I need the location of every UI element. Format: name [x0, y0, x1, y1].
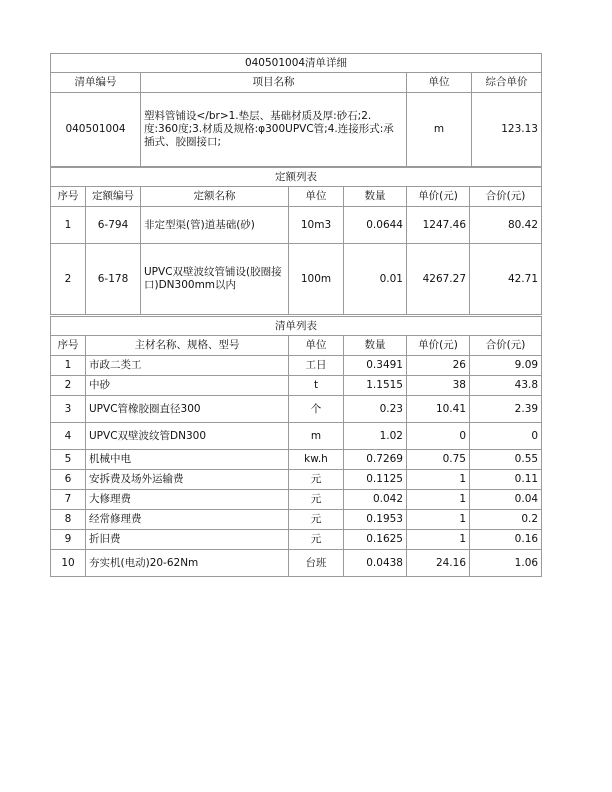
material-no: 1 — [51, 356, 86, 376]
material-name: UPVC双壁波纹管DN300 — [86, 423, 289, 450]
material-no: 10 — [51, 550, 86, 577]
material-total: 0.11 — [470, 470, 542, 490]
material-qty: 0.1953 — [344, 510, 407, 530]
material-price: 26 — [407, 356, 470, 376]
material-qty: 0.7269 — [344, 450, 407, 470]
bill-name: 塑料管铺设</br>1.垫层、基础材质及厚:砂石;2.度:360度;3.材质及规格:φ300UPVC管;4.连接形式:承插式、胶圈接口; — [141, 93, 407, 167]
material-price: 1 — [407, 530, 470, 550]
material-qty: 0.1625 — [344, 530, 407, 550]
quota-total: 80.42 — [470, 207, 542, 244]
materials-header-no: 序号 — [51, 336, 86, 356]
materials-header-unit: 单位 — [289, 336, 344, 356]
material-no: 6 — [51, 470, 86, 490]
bill-price: 123.13 — [472, 93, 542, 167]
material-total: 0.2 — [470, 510, 542, 530]
quota-total: 42.71 — [470, 244, 542, 315]
quota-qty: 0.01 — [344, 244, 407, 315]
material-unit: m — [289, 423, 344, 450]
quota-code: 6-794 — [86, 207, 141, 244]
table-row — [51, 396, 542, 423]
material-qty: 0.0438 — [344, 550, 407, 577]
material-price: 1 — [407, 490, 470, 510]
table-row — [51, 530, 542, 550]
material-unit: 工日 — [289, 356, 344, 376]
material-unit: t — [289, 376, 344, 396]
material-name: 市政二类工 — [86, 356, 289, 376]
material-price: 0.75 — [407, 450, 470, 470]
quota-name: UPVC双壁波纹管铺设(胶圈接口)DN300mm以内 — [141, 244, 289, 315]
material-total: 0 — [470, 423, 542, 450]
bill-code: 040501004 — [51, 93, 141, 167]
materials-table — [50, 316, 542, 577]
material-no: 5 — [51, 450, 86, 470]
material-price: 0 — [407, 423, 470, 450]
material-name: 经常修理费 — [86, 510, 289, 530]
material-unit: 台班 — [289, 550, 344, 577]
table-row — [51, 376, 542, 396]
material-qty: 0.3491 — [344, 356, 407, 376]
material-total: 9.09 — [470, 356, 542, 376]
material-qty: 0.042 — [344, 490, 407, 510]
bill-header-code: 清单编号 — [51, 73, 141, 93]
material-unit: 元 — [289, 530, 344, 550]
quota-header-price: 单价(元) — [407, 187, 470, 207]
material-no: 7 — [51, 490, 86, 510]
quota-price: 4267.27 — [407, 244, 470, 315]
material-unit: 个 — [289, 396, 344, 423]
material-no: 8 — [51, 510, 86, 530]
materials-header-total: 合价(元) — [470, 336, 542, 356]
material-total: 0.16 — [470, 530, 542, 550]
material-no: 4 — [51, 423, 86, 450]
table-row — [51, 423, 542, 450]
materials-header-price: 单价(元) — [407, 336, 470, 356]
quota-code: 6-178 — [86, 244, 141, 315]
material-total: 0.55 — [470, 450, 542, 470]
quota-header-no: 序号 — [51, 187, 86, 207]
page-title: 040501004清单详细 — [51, 54, 542, 73]
quota-header-code: 定额编号 — [86, 187, 141, 207]
material-unit: 元 — [289, 490, 344, 510]
bill-header-name: 项目名称 — [141, 73, 407, 93]
materials-header-qty: 数量 — [344, 336, 407, 356]
table-row — [51, 244, 542, 315]
material-total: 2.39 — [470, 396, 542, 423]
table-row — [51, 470, 542, 490]
material-no: 2 — [51, 376, 86, 396]
material-unit: kw.h — [289, 450, 344, 470]
material-no: 3 — [51, 396, 86, 423]
bill-table — [50, 53, 542, 167]
quota-no: 1 — [51, 207, 86, 244]
material-qty: 1.02 — [344, 423, 407, 450]
material-name: 夯实机(电动)20-62Nm — [86, 550, 289, 577]
materials-header-name: 主材名称、规格、型号 — [86, 336, 289, 356]
table-row — [51, 490, 542, 510]
table-row — [51, 450, 542, 470]
material-unit: 元 — [289, 510, 344, 530]
quota-price: 1247.46 — [407, 207, 470, 244]
bill-unit: m — [407, 93, 472, 167]
quota-unit: 10m3 — [289, 207, 344, 244]
material-unit: 元 — [289, 470, 344, 490]
table-row — [51, 207, 542, 244]
material-price: 10.41 — [407, 396, 470, 423]
material-name: 安拆费及场外运输费 — [86, 470, 289, 490]
bill-header-unit: 单位 — [407, 73, 472, 93]
quota-table — [50, 167, 542, 315]
material-name: 机械中电 — [86, 450, 289, 470]
bill-header-price: 综合单价 — [472, 73, 542, 93]
table-row — [51, 356, 542, 376]
material-price: 1 — [407, 470, 470, 490]
material-name: 折旧费 — [86, 530, 289, 550]
table-row — [51, 510, 542, 530]
material-price: 24.16 — [407, 550, 470, 577]
materials-title: 清单列表 — [51, 317, 542, 336]
quota-no: 2 — [51, 244, 86, 315]
material-price: 1 — [407, 510, 470, 530]
material-name: UPVC管橡胶圈直径300 — [86, 396, 289, 423]
quota-header-total: 合价(元) — [470, 187, 542, 207]
quota-header-name: 定额名称 — [141, 187, 289, 207]
quota-qty: 0.0644 — [344, 207, 407, 244]
quota-header-qty: 数量 — [344, 187, 407, 207]
quota-header-unit: 单位 — [289, 187, 344, 207]
material-no: 9 — [51, 530, 86, 550]
material-total: 1.06 — [470, 550, 542, 577]
quota-name: 非定型渠(管)道基础(砂) — [141, 207, 289, 244]
table-row — [51, 550, 542, 577]
material-qty: 0.23 — [344, 396, 407, 423]
material-name: 大修理费 — [86, 490, 289, 510]
quota-unit: 100m — [289, 244, 344, 315]
material-qty: 1.1515 — [344, 376, 407, 396]
material-total: 43.8 — [470, 376, 542, 396]
material-total: 0.04 — [470, 490, 542, 510]
quota-title: 定额列表 — [51, 168, 542, 187]
material-price: 38 — [407, 376, 470, 396]
material-name: 中砂 — [86, 376, 289, 396]
material-qty: 0.1125 — [344, 470, 407, 490]
